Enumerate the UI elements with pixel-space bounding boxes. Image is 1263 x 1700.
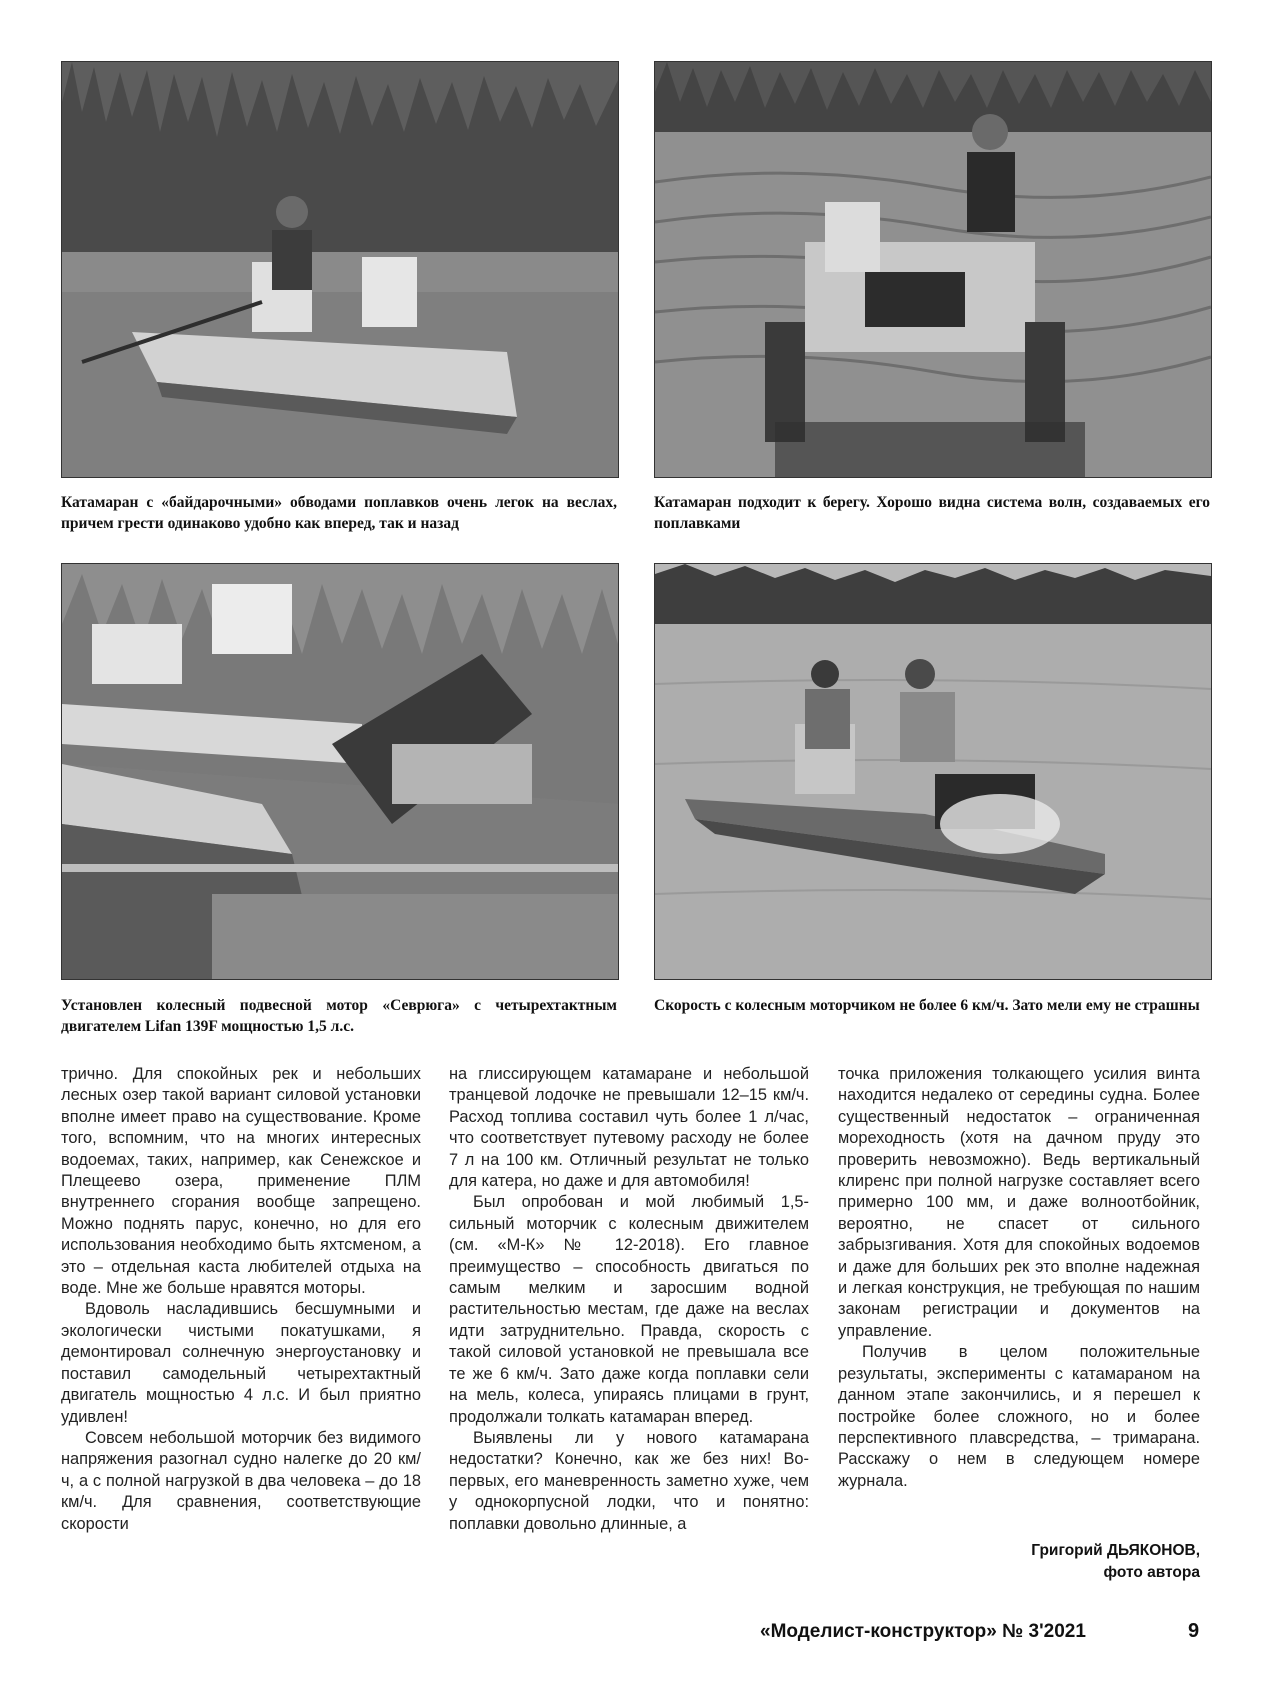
text-column-1 — [61, 1064, 421, 1535]
caption-photo-1: Катамаран с «байдарочными» обводами поплавков очень легок на веслах, причем грести одинаково удобно как вперед, так и назад — [61, 494, 617, 532]
photo-catamaran-wheel-motor-running — [654, 563, 1212, 980]
caption-photo-4: Скорость с колесным моторчиком не более 6 км/ч. Зато мели ему не страшны — [654, 997, 1200, 1014]
text-column-2 — [449, 1064, 809, 1535]
photo-paddle-wheel-motor — [61, 563, 619, 980]
paragraph: трично. Для спокойных рек и небольших лесных озер такой вариант силовой установки вполне имеет право на существование. Кроме того, вспомним, что на многих интересных водоемах, таких, например, как Сенежское и Плещеево озера, применение ПЛМ внутреннего сгорания вообще запрещено. Можно поднять парус, конечно, но для его использования необходимо быть яхтсменом, а это – отдельная каста любителей отдыха на воде. Мне же больше нравятся моторы. — [61, 1065, 421, 1298]
paragraph: Выявлены ли у нового катамарана недостатки? Конечно, как же без них! Во-первых, его маневренность заметно хуже, чем у однокорпусной лодки, что и понятно: поплавки довольно длинные, а — [449, 1428, 809, 1533]
paragraph: на глиссирующем катамаране и небольшой транцевой лодочке не превышали 12–15 км/ч. Расход топлива составил чуть более 1 л/час, что соответствует путевому расходу не более 7 л на 100 км. Отличный результат не только для катера, но даже и для автомобиля! — [449, 1065, 809, 1191]
paragraph: Был опробован и мой любимый 1,5-сильный моторчик с колесным движителем (см. «М-К» № 12-2018). Его главное преимущество – способность двигаться по самым мелким и заросшим водной растительностью местам, где даже на веслах идти затруднительно. Правда, скорость с такой силовой установкой не превышала все те же 6 км/ч. Зато даже когда поплавки сели на мель, колеса, упираясь плицами в грунт, продолжали толкать катамаран вперед. — [449, 1193, 809, 1426]
author-signature — [1031, 1540, 1200, 1584]
photo-credit: фото автора — [1103, 1564, 1200, 1581]
photo-catamaran-rowing — [61, 61, 619, 478]
photo-catamaran-approaching — [654, 61, 1212, 478]
paragraph: точка приложения толкающего усилия винта находится недалеко от середины судна. Более существенный недостаток – ограниченная мореходность (хотя на дачном пруду это проверить невозможно). Ведь вертикальный клиренс при полной нагрузке составляет всего примерно 100 мм, и даже волноотбойник, вероятно, не спасет от сильного забрызгивания. Хотя для спокойных водоемов и даже для больших рек это вполне надежная и легкая конструкция, не требующая по нашим законам регистрации и документов на управление. — [838, 1065, 1200, 1340]
paragraph: Совсем небольшой моторчик без видимого напряжения разогнал судно налегке до 20 км/ч, а с полной нагрузкой в два человека – до 18 км/ч. Для сравнения, соответствующие скорости — [61, 1428, 421, 1533]
magazine-issue: «Моделист-конструктор» № 3'2021 — [760, 1621, 1086, 1642]
paragraph: Получив в целом положительные результаты, эксперименты с катамараном на данном этапе закончились, и я перешел к постройке более сложного, но и более перспективного плавсредства, – тримарана. Расскажу о нем в следующем номере журнала. — [838, 1343, 1200, 1490]
paragraph: Вдоволь насладившись бесшумными и экологически чистыми покатушками, я демонтировал солнечную энергоустановку и поставил самодельный четырехтактный двигатель мощностью 4 л.с. И был приятно удивлен! — [61, 1300, 421, 1426]
caption-photo-2: Катамаран подходит к берегу. Хорошо видна система волн, создаваемых его поплавками — [654, 494, 1210, 532]
text-column-3 — [838, 1064, 1200, 1492]
author-name: Григорий ДЬЯКОНОВ, — [1031, 1542, 1200, 1559]
page-number: 9 — [1188, 1620, 1200, 1642]
caption-photo-3: Установлен колесный подвесной мотор «Севрюга» с четырехтактным двигателем Lifan 139F мощностью 1,5 л.с. — [61, 997, 617, 1035]
